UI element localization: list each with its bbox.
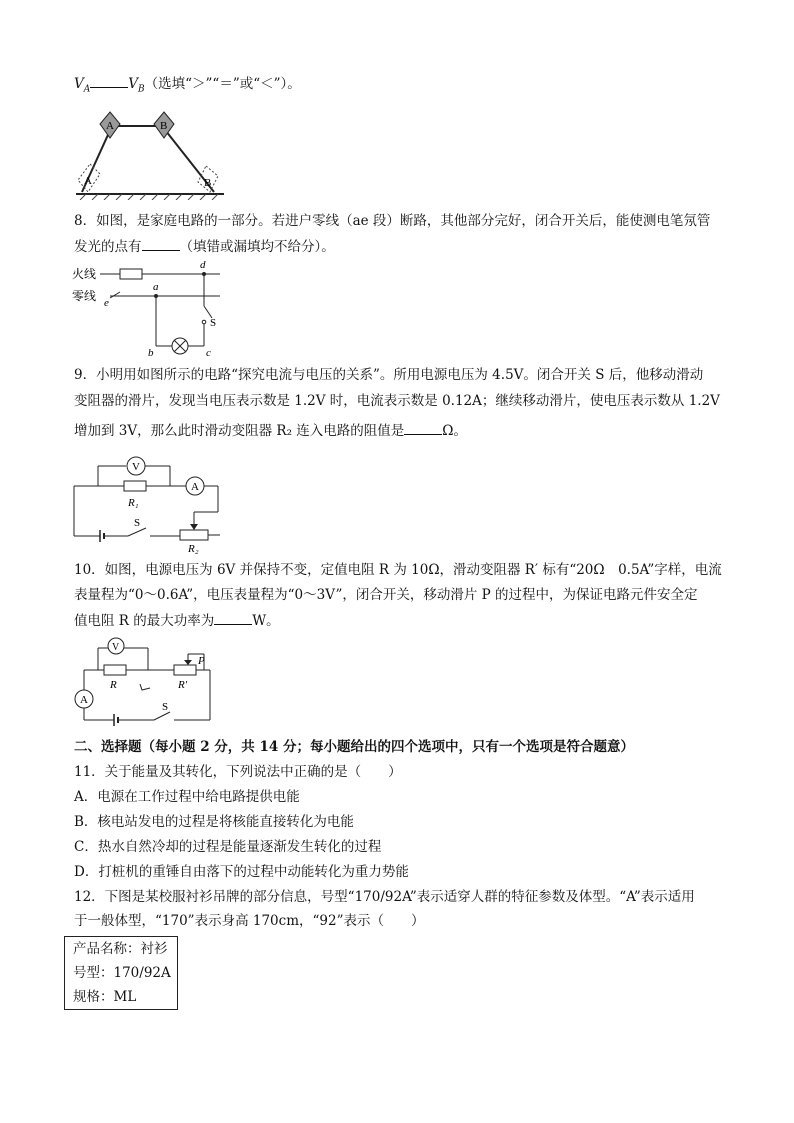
point-e: e xyxy=(104,297,109,309)
neutral-wire-label: 零线 xyxy=(72,289,97,303)
q7-hint: （选填“＞”“＝”或“＜”）。 xyxy=(144,76,301,92)
q9-line2: 变阻器的滑片，发现当电压表示数是 1.2V 时，电流表示数是 0.12A；继续移动滑片，使电压表示数从 1.2V xyxy=(74,393,720,409)
vb-subscript: B xyxy=(138,84,145,95)
label-b-top: B xyxy=(160,120,168,132)
rheostat-r2 xyxy=(180,530,208,540)
q10-line2: 表量程为“0～0.6A”，电压表量程为“0～3V”，闭合开关，移动滑片 P 的过程中，为保证电路元件安全定 xyxy=(74,587,698,603)
label-a-bottom: A xyxy=(84,175,92,187)
r2-label: R₂ xyxy=(188,543,199,555)
q11-option-c[interactable]: C．热水自然冷却的过程是能量逐渐发生转化的过程 xyxy=(74,839,382,855)
q8-line2 xyxy=(74,236,335,257)
label-a-top: A xyxy=(106,120,114,132)
q10-blank[interactable] xyxy=(214,610,252,625)
ammeter-10-label: A xyxy=(80,694,88,706)
live-wire-label: 火线 xyxy=(72,267,97,281)
q11-option-b[interactable]: B．核电站发电的过程是将核能直接转化为电能 xyxy=(74,814,354,830)
q9-line3 xyxy=(74,420,467,441)
q10-line3 xyxy=(74,610,280,631)
q8-line1: 8．如图，是家庭电路的一部分。若进户零线（ae 段）断路，其他部分完好，闭合开关后，能使测电笔氖管 xyxy=(74,213,711,229)
switch-s-9 xyxy=(128,528,146,536)
q7-blank[interactable] xyxy=(90,73,128,88)
shirt-tag-box xyxy=(64,936,178,1010)
switch-10-label: S xyxy=(162,701,169,713)
rheostat-rp xyxy=(174,665,196,675)
p-label: P xyxy=(198,655,205,667)
point-a: a xyxy=(153,281,159,293)
point-d: d xyxy=(200,260,206,271)
circuit-10-figure xyxy=(70,634,220,728)
voltmeter-label: V xyxy=(132,461,140,473)
q9-line3b: Ω。 xyxy=(442,423,467,439)
q12-line2: 于一般体型，“170”表示身高 170cm，“92”表示（ ） xyxy=(74,913,425,929)
q12-line1: 12．下图是某校服衬衫吊牌的部分信息，号型“170/92A”表示适穿人群的特征参数及体型。“A”表示适用 xyxy=(74,889,695,905)
q10-line3a: 值电阻 R 的最大功率为 xyxy=(74,613,215,629)
va-subscript: A xyxy=(83,84,91,95)
q8-line2b: （填错或漏填均不给分）。 xyxy=(179,239,335,255)
tag-spec: 规格：ML xyxy=(73,989,137,1005)
fuse xyxy=(120,269,142,279)
rp-label: R′ xyxy=(178,679,188,691)
q9-blank[interactable] xyxy=(404,420,442,435)
switch-9-label: S xyxy=(134,517,141,529)
label-b-bottom: B xyxy=(204,177,212,189)
house-circuit-figure xyxy=(70,260,230,358)
q7-answer-line xyxy=(74,73,301,100)
q9-line3a: 增加到 3V，那么此时滑动变阻器 R₂ 连入电路的阻值是 xyxy=(74,423,405,439)
tag-product-name: 产品名称：衬衫 xyxy=(73,941,168,957)
resistor-r1 xyxy=(124,481,146,491)
q10-line1: 10．如图，电源电压为 6V 并保持不变，定值电阻 R 为 10Ω，滑动变阻器 R′ 标有“20Ω 0.5A”字样，电流 xyxy=(74,562,722,578)
q11-option-d[interactable]: D．打桩机的重锤自由落下的过程中动能转化为重力势能 xyxy=(74,864,409,880)
vb-symbol: V xyxy=(128,76,138,92)
point-c: c xyxy=(206,347,211,358)
voltmeter-10-label: V xyxy=(112,642,120,653)
section-2-heading: 二、选择题（每小题 2 分，共 14 分；每小题给出的四个选项中，只有一个选项是符合题意） xyxy=(74,739,634,755)
q9-line1: 9．小明用如图所示的电路“探究电流与电压的关系”。所用电源电压为 4.5V。闭合开关 S 后，他移动滑动 xyxy=(74,367,704,383)
ammeter-label: A xyxy=(191,481,199,493)
q8-line2a: 发光的点有 xyxy=(74,239,142,255)
circuit-9-figure xyxy=(70,452,230,556)
va-symbol: V xyxy=(74,76,84,92)
q11-stem: 11．关于能量及其转化，下列说法中正确的是（ ） xyxy=(74,764,402,780)
switch-s-10 xyxy=(154,712,170,720)
r-label: R xyxy=(110,679,117,691)
resistor-r xyxy=(104,665,126,675)
point-b: b xyxy=(148,347,154,358)
r1-label: R₁ xyxy=(128,497,139,509)
tag-size-code: 号型：170/92A xyxy=(73,965,171,981)
switch-label: S xyxy=(210,317,217,329)
q11-option-a[interactable]: A．电源在工作过程中给电路提供电能 xyxy=(74,789,300,805)
slope-figure xyxy=(74,108,234,200)
q10-line3b: W。 xyxy=(252,613,280,629)
q8-blank[interactable] xyxy=(142,236,180,251)
